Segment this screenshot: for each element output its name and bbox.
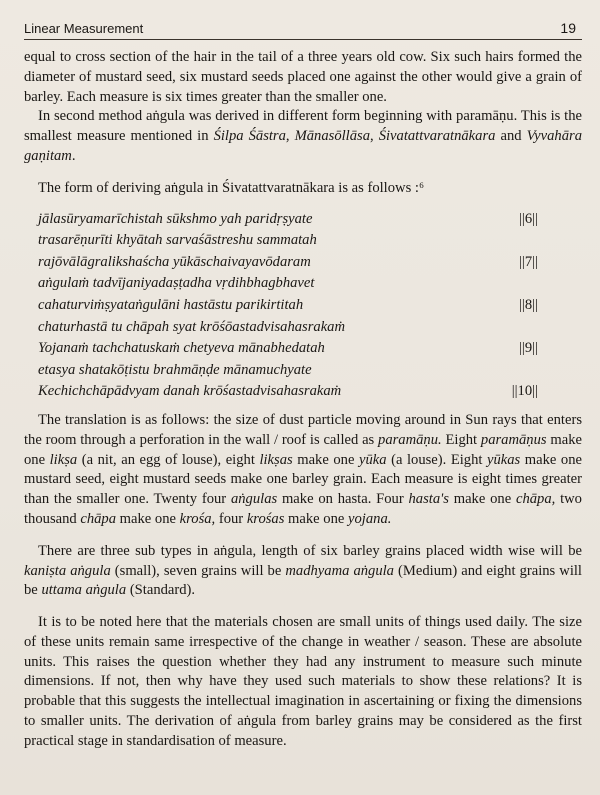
paragraph-angula-types: There are three sub types in aṅgula, length of six barley grains placed width wise will be kaniṣta aṅgula (small), seven grains will be madhyama aṅgula (Medium) and eight grains will be uttama aṅgula (Standard). <box>24 542 582 599</box>
paragraph-continued: equal to cross section of the hair in the tail of a three years old cow. Six such hairs formed the diameter of mustard seed, six mustard seeds placed one against the other would give a grain of barley. Each measure is six times greater than the smaller one. <box>24 49 582 105</box>
chapter-title: Linear Measurement <box>24 21 144 36</box>
page-number: 19 <box>560 20 576 36</box>
paragraph-second-method: In second method aṅgula was derived in different form beginning with paramāṇu. This is the smallest measure mentioned in Śilpa Śāstra, Mānasōllāsa, Śivatattvaratnākara and Vyvahāra gaṇitam. <box>24 108 582 164</box>
paragraph-conclusion: It is to be noted here that the materials chosen are small units of things used daily. The size of these units remain same irrespective of the change in weather / season. These are absolute units. This raises the question whether they had any instrument to measure such minute dimensions. If not, then why have they used such materials to show these relations? It is probable that this suggests the intellectual imagination in ascertaining or fixing the dimensions to smaller units. The derivation of aṅgula from barley grains may be considered as the first practical stage in standardisation of measure. <box>24 614 582 749</box>
verse-line: etasya shatakōṭistu brahmāṇḍe mānamuchyate <box>38 361 312 378</box>
verse-line: Kechichchāpādvyam danah krōśastadvisahasrakaṁ ||10|| <box>38 383 538 400</box>
verse-line: chaturhastā tu chāpah syat krōśōastadvisahasrakaṁ <box>38 318 346 335</box>
paragraph-translation: The translation is as follows: the size of dust particle moving around in Sun rays that enters the room through a perforation in the wall / roof is called as paramāṇu. Eight paramāṇus make one likṣa (a nit, an egg of louse), eight likṣas make one yūka (a louse). Eight yūkas make one mustard seed, eight mustard seeds make one barley grain. Each measure is eight times greater than the smaller one. Twenty four aṅgulas make on hasta. Four hasta's make one chāpa, two thousand chāpa make one krośa, four krośas make one yojana. <box>24 411 582 527</box>
verse-line: aṅgulaṁ tadvījaniyadaṣṭadha vṛdihbhagbhavet <box>38 275 315 292</box>
sanskrit-verses <box>38 209 538 403</box>
running-header <box>24 20 582 40</box>
verse-line: cahaturviṁṣyataṅgulāni hastāstu parikirtitah ||8|| <box>38 296 538 313</box>
paragraph-intro-verses: The form of deriving aṅgula in Śivatattvaratnākara is as follows :⁶ <box>38 179 425 196</box>
verse-line: Yojanaṁ tachchatuskaṁ chetyeva mānabhedatah ||9|| <box>38 340 538 357</box>
verse-line: jālasūryamarīchistah sūkshmo yah paridṛṣyate ||6|| <box>38 210 538 227</box>
verse-line: rajōvālāgralikshaścha yūkāschaivayavōdaram ||7|| <box>38 253 538 270</box>
verse-line: trasarēṇurīti khyātah sarvaśāstreshu sammatah <box>38 232 317 249</box>
